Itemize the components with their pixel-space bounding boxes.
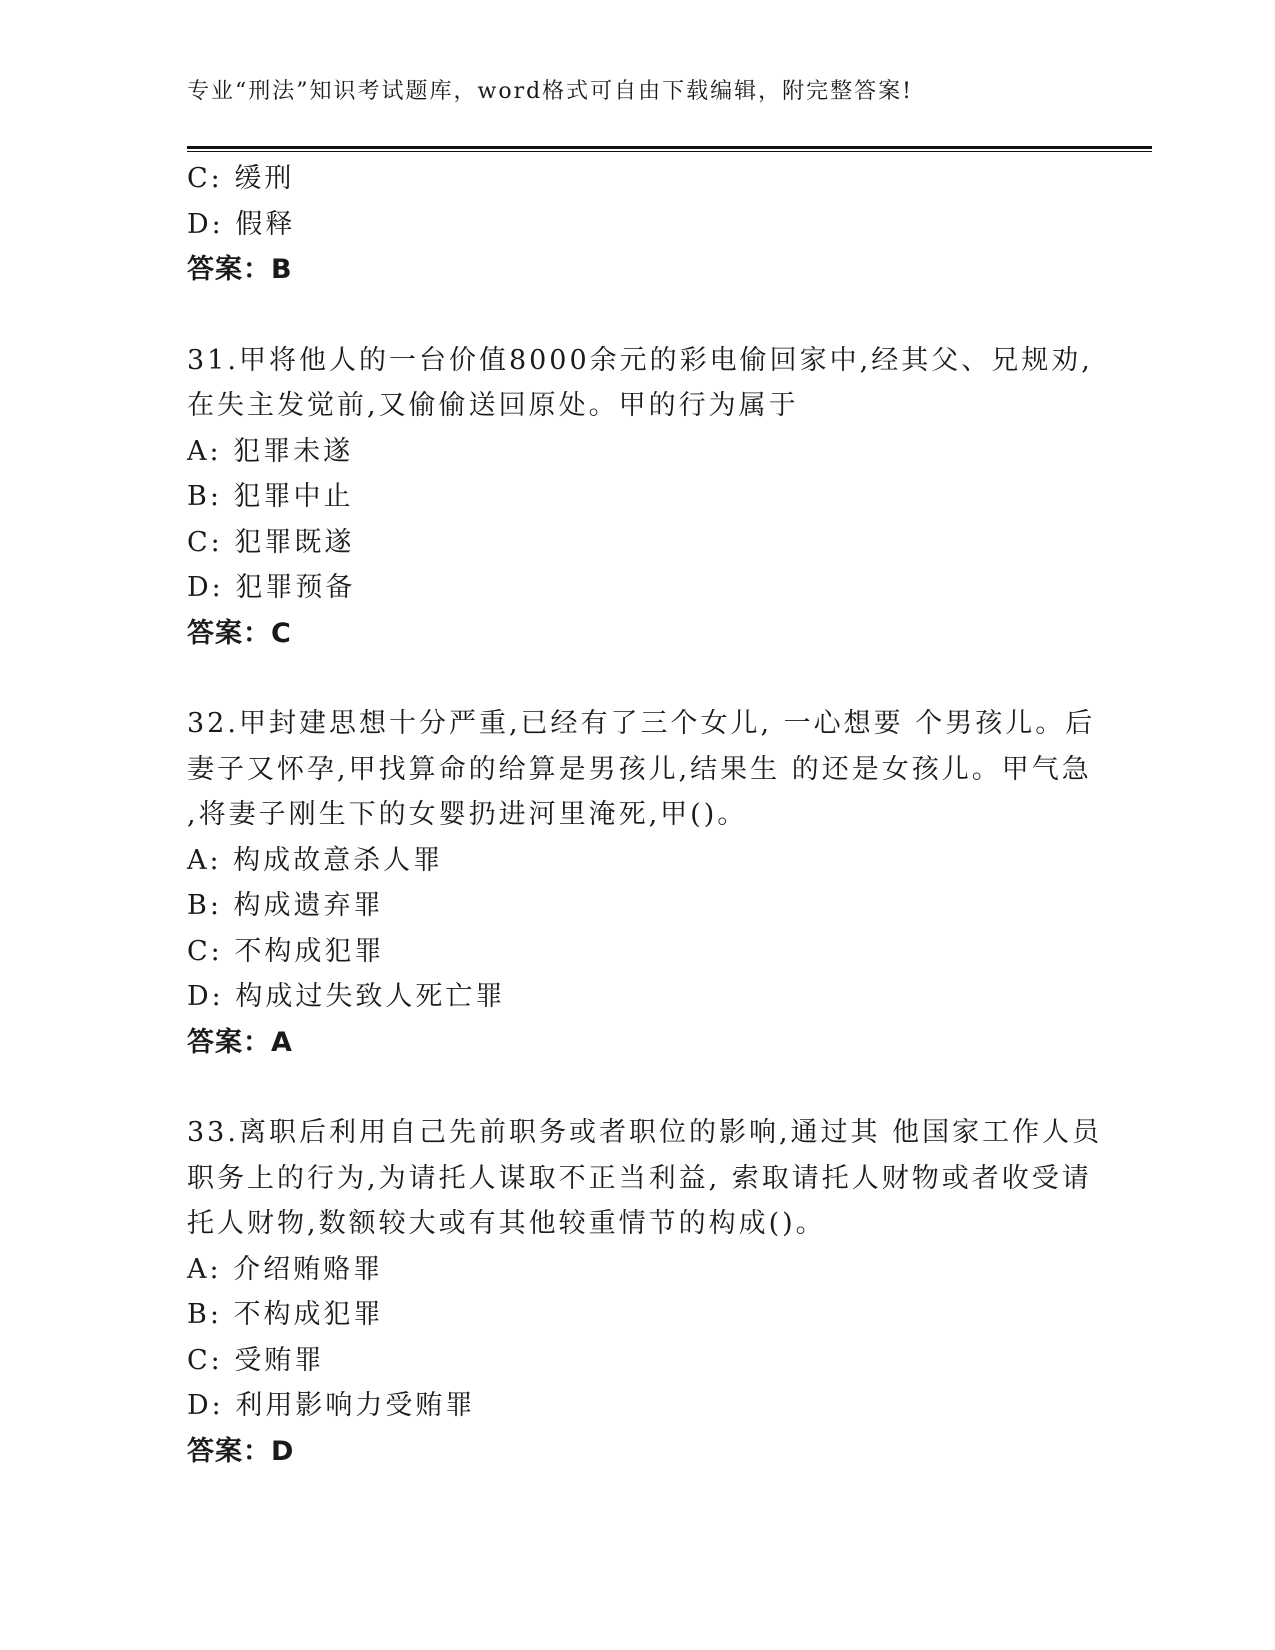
option-b: B: 不构成犯罪	[187, 1299, 384, 1330]
spacer	[187, 293, 1087, 338]
question-stem-line: 31.甲将他人的一台价值8000余元的彩电偷回家中,经其父、兄规劝,	[187, 344, 1093, 376]
question-stem-line: 职务上的行为,为请托人谋取不正当利益, 索取请托人财物或者收受请	[187, 1162, 1092, 1194]
question-32	[187, 701, 1096, 1065]
option-d: D: 构成过失致人死亡罪	[187, 981, 506, 1012]
document-body	[187, 156, 1103, 1474]
question-31	[187, 338, 1093, 657]
option-b: B: 犯罪中止	[187, 481, 354, 512]
option-a: A: 构成故意杀人罪	[187, 844, 444, 876]
answer-line: 答案：A	[187, 1026, 293, 1058]
option-c: C: 犯罪既遂	[187, 526, 355, 558]
option-c: C: 不构成犯罪	[187, 935, 385, 967]
header-rule-thin	[187, 151, 1152, 152]
question-stem-line: 在失主发觉前,又偷偷送回原处。甲的行为属于	[187, 390, 799, 421]
option-b: B: 构成遗弃罪	[187, 890, 384, 921]
option-a: A: 犯罪未遂	[187, 435, 354, 467]
question-stem-line: ,将妻子刚生下的女婴扔进河里淹死,甲()。	[187, 799, 748, 830]
answer-line: 答案：B	[187, 254, 293, 285]
option-d: D: 利用影响力受贿罪	[187, 1390, 476, 1421]
option-a: A: 介绍贿赂罪	[187, 1253, 384, 1285]
option-d: D: 假释	[187, 208, 296, 240]
spacer	[187, 656, 1087, 701]
page-header: 专业“刑法”知识考试题库，word格式可自由下载编辑，附完整答案!	[187, 79, 914, 104]
question-33	[187, 1110, 1103, 1474]
question-stem-line: 32.甲封建思想十分严重,已经有了三个女儿, 一心想要 个男孩儿。后	[187, 708, 1096, 739]
answer-line: 答案：D	[187, 1435, 295, 1467]
question-30-tail	[187, 156, 1087, 293]
header-rule-thick	[187, 146, 1152, 149]
option-d: D: 犯罪预备	[187, 572, 356, 603]
question-stem-line: 妻子又怀孕,甲找算命的给算是男孩儿,结果生 的还是女孩儿。甲气急	[187, 753, 1092, 785]
option-c: C: 受贿罪	[187, 1344, 325, 1376]
question-stem-line: 托人财物,数额较大或有其他较重情节的构成()。	[187, 1208, 826, 1239]
question-stem-line: 33.离职后利用自己先前职务或者职位的影响,通过其 他国家工作人员	[187, 1117, 1103, 1148]
spacer	[187, 1065, 1087, 1110]
answer-line: 答案：C	[187, 617, 292, 649]
option-c: C: 缓刑	[187, 163, 295, 194]
